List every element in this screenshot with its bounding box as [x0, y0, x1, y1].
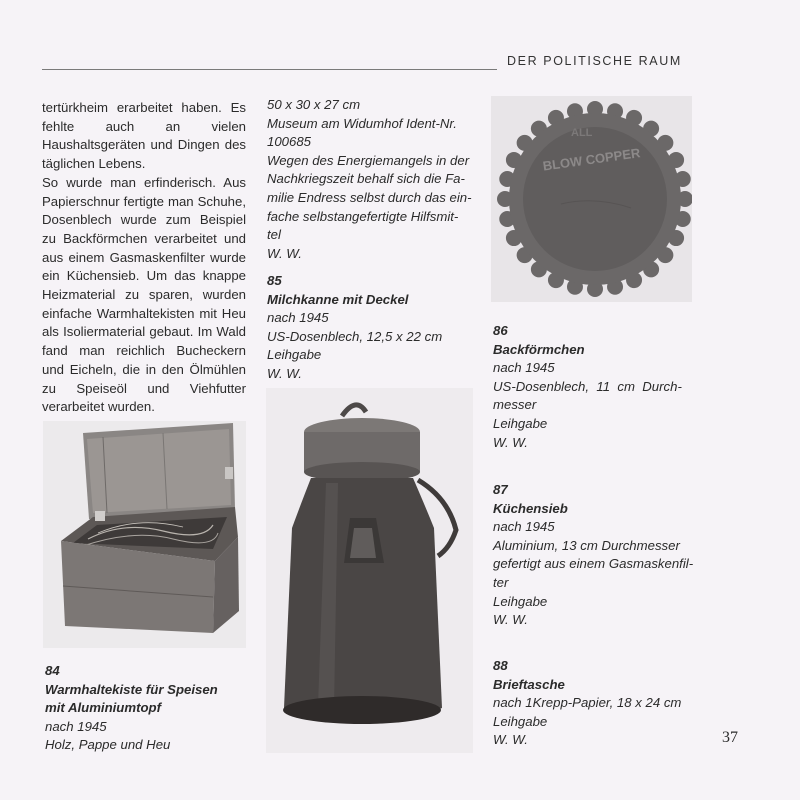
item-detail: Aluminium, 13 cm Durchmesser — [493, 537, 680, 553]
item-detail: W. W. — [493, 612, 528, 628]
item-detail: Leihgabe — [267, 347, 322, 363]
caption-line: Museum am Widumhof Ident-Nr. — [267, 115, 457, 131]
photo-baking-tin — [491, 96, 692, 302]
tin-label-1: BLOW COPPER — [541, 145, 642, 174]
item-detail: nach 1Krepp-Papier, 18 x 24 cm — [493, 695, 682, 711]
header-rule — [42, 69, 497, 70]
item-title: Backförmchen — [493, 341, 585, 357]
caption-87 — [493, 481, 713, 630]
item-detail: ter — [493, 574, 509, 590]
item-number: 85 — [267, 273, 282, 288]
caption-84 — [45, 662, 260, 755]
item-number: 84 — [45, 663, 60, 678]
baking-tin-illustration — [491, 96, 692, 302]
caption-85 — [267, 272, 482, 384]
caption-line: milie Endress selbst durch das ein- — [267, 189, 472, 205]
item-detail: Holz, Pappe und Heu — [45, 737, 171, 753]
caption-line: Nachkriegszeit behalf sich die Fa- — [267, 171, 465, 187]
item-detail: nach 1945 — [493, 360, 555, 376]
body-paragraph: tertürkheim erarbeitet haben. Es fehlte auch an vielen Haushaltsgeräten und Dingen des täglichen Lebens. — [42, 100, 246, 172]
body-paragraph: So wurde man erfinderisch. Aus Papierschnur fertigte man Schuhe, Dosenblech wurde zum Beispiel zu Backförmchen verarbeitet und aus einem Gasmaskenfilter wurde ein Küchensieb. Um das knappe Heizmaterial zu sparen, wurden einfache Warmhaltekisten mit Heu als Isoliermaterial gebaut. Im Wald fand man reichlich Bucheckern und Eicheln, die in den Ölmühlen zu Speiseöl und Viehfutter verarbeitet wurden. — [42, 174, 246, 415]
item-detail: gefertigt aus einem Gasmaskenfil- — [493, 556, 694, 572]
page-number: 37 — [722, 729, 738, 746]
item-detail: Leihgabe — [493, 415, 548, 431]
photo-warming-box — [43, 421, 246, 648]
item-detail: US-Dosenblech, 11 cm Durch- — [493, 378, 682, 394]
item-number: 87 — [493, 482, 508, 497]
caption-line: W. W. — [267, 245, 302, 261]
warming-box-illustration — [43, 421, 246, 648]
item-detail: W. W. — [267, 365, 302, 381]
item-detail: W. W. — [493, 434, 528, 450]
continued-caption — [267, 96, 482, 263]
item-detail: Leihgabe — [493, 713, 548, 729]
item-title: Warmhaltekiste für Speisen — [45, 681, 218, 697]
item-number: 86 — [493, 323, 508, 338]
item-detail: Leihgabe — [493, 593, 548, 609]
item-detail: US-Dosenblech, 12,5 x 22 cm — [267, 328, 443, 344]
item-detail: nach 1945 — [267, 310, 329, 326]
tin-label-2: ALL — [571, 127, 593, 139]
item-detail: nach 1945 — [493, 519, 555, 535]
item-number: 88 — [493, 658, 508, 673]
milk-can-illustration — [266, 388, 473, 753]
item-title: mit Aluminiumtopf — [45, 700, 161, 716]
item-title: Brieftasche — [493, 676, 565, 692]
item-title: Milchkanne mit Deckel — [267, 291, 409, 307]
item-detail: nach 1945 — [45, 718, 107, 734]
item-detail: messer — [493, 397, 537, 413]
caption-86 — [493, 322, 713, 452]
item-title: Küchensieb — [493, 500, 568, 516]
caption-88 — [493, 657, 713, 750]
body-text-column — [42, 99, 246, 417]
caption-line: 100685 — [267, 134, 312, 150]
item-detail: W. W. — [493, 732, 528, 748]
photo-milk-can — [266, 388, 473, 753]
caption-line: 50 x 30 x 27 cm — [267, 97, 361, 112]
caption-line: tel — [267, 227, 281, 243]
caption-line: Wegen des Energiemangels in der — [267, 152, 470, 168]
section-header: DER POLITISCHE RAUM — [507, 54, 682, 68]
caption-line: fache selbstangefertigte Hilfsmit- — [267, 208, 459, 224]
